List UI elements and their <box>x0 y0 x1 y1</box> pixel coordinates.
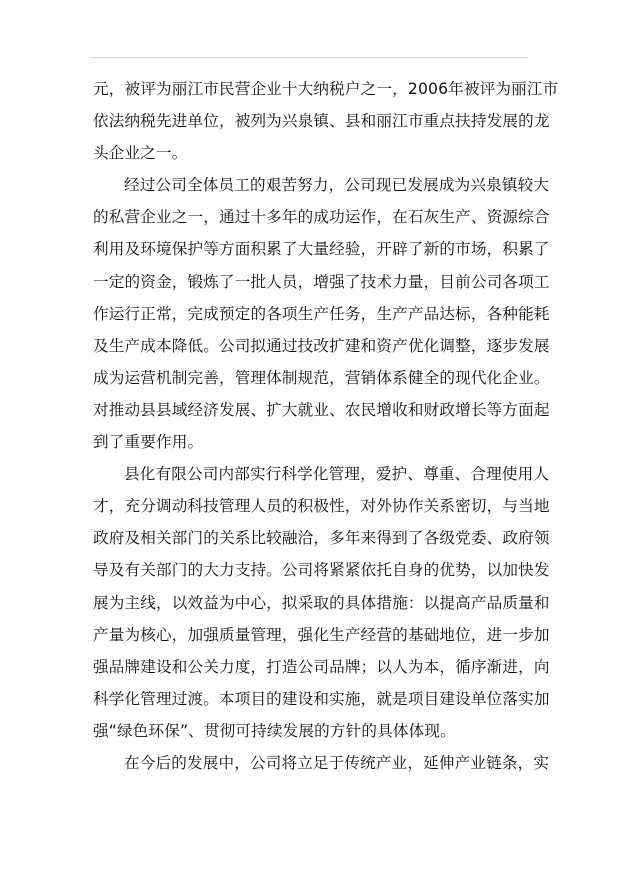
paragraph <box>93 73 559 169</box>
text-line: 依法纳税先进单位，被列为兴泉镇、县和丽江市重点扶持发展的龙 <box>93 112 550 131</box>
text-line: 作运行正常，完成预定的各项生产任务，生产产品达标，各种能耗 <box>93 304 550 323</box>
text-line: 头企业之一。 <box>93 144 188 163</box>
text-line: 元，被评为丽江市民营企业十大纳税户之一，2006年被评为丽江市 <box>93 80 559 98</box>
document-body <box>93 73 559 779</box>
text-line: 在今后的发展中，公司将立足于传统产业，延伸产业链条，实 <box>124 753 550 772</box>
text-line: 产量为核心，加强质量管理，强化生产经营的基础地位，进一步加 <box>93 625 550 644</box>
header-divider <box>90 57 528 58</box>
text-line: 县化有限公司内部实行科学化管理，爱护、尊重、合理使用人 <box>124 465 550 484</box>
text-line: 才，充分调动科技管理人员的积极性，对外协作关系密切，与当地 <box>93 497 550 516</box>
paragraph <box>93 458 550 747</box>
paragraph <box>93 747 550 779</box>
text-line: 对推动县县域经济发展、扩大就业、农民增收和财政增长等方面起 <box>93 400 550 419</box>
text-line: 科学化管理过渡。本项目的建设和实施，就是项目建设单位落实加 <box>93 689 550 708</box>
text-line: 导及有关部门的大力支持。公司将紧紧依托自身的优势，以加快发 <box>93 561 550 580</box>
text-line: 及生产成本降低。公司拟通过技改扩建和资产优化调整，逐步发展 <box>93 336 550 355</box>
text-line: 强“绿色环保”、贯彻可持续发展的方针的具体体现。 <box>93 721 456 740</box>
text-line: 的私营企业之一，通过十多年的成功运作，在石灰生产、资源综合 <box>93 208 550 227</box>
text-line: 一定的资金，锻炼了一批人员，增强了技术力量，目前公司各项工 <box>93 272 550 291</box>
paragraph <box>93 169 550 458</box>
text-line: 经过公司全体员工的艰苦努力，公司现已发展成为兴泉镇较大 <box>124 176 550 195</box>
text-line: 成为运营机制完善，管理体制规范，营销体系健全的现代化企业。 <box>93 368 550 387</box>
text-line: 到了重要作用。 <box>93 433 204 452</box>
text-line: 利用及环境保护等方面积累了大量经验，开辟了新的市场，积累了 <box>93 240 550 259</box>
text-line: 强品牌建设和公关力度，打造公司品牌；以人为本，循序渐进，向 <box>93 657 550 676</box>
text-line: 展为主线，以效益为中心，拟采取的具体措施：以提高产品质量和 <box>93 593 550 612</box>
text-line: 政府及相关部门的关系比较融洽，多年来得到了各级党委、政府领 <box>93 529 550 548</box>
